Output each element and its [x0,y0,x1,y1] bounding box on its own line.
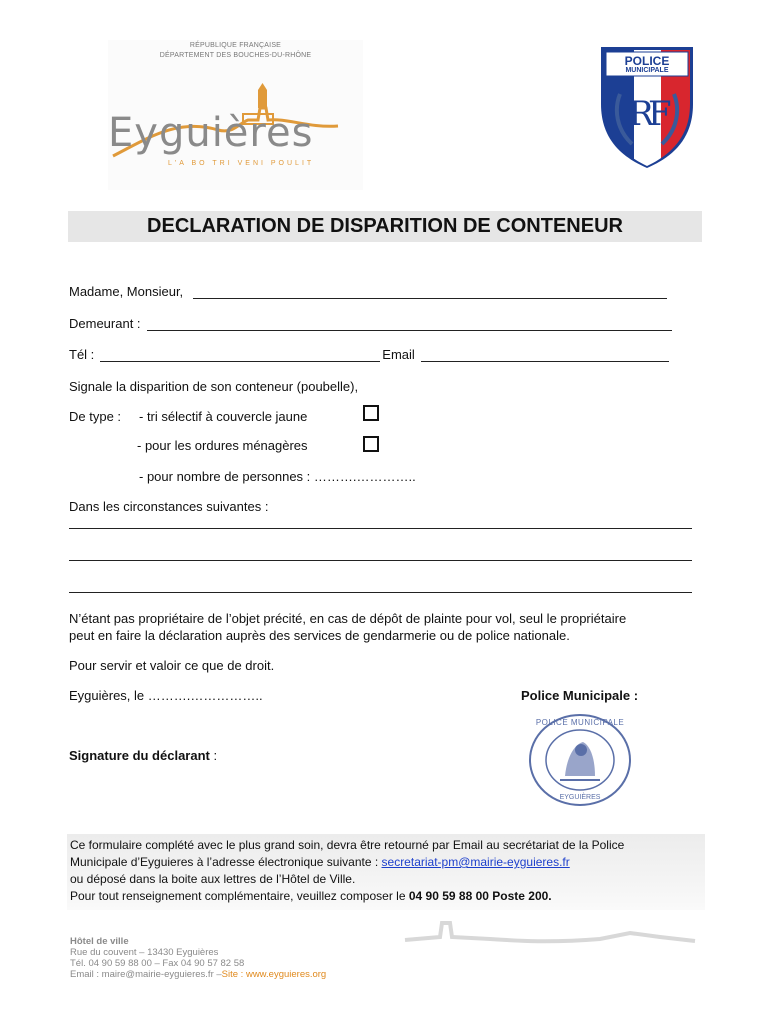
address-site-link[interactable]: Site : www.eyguieres.org [221,969,327,980]
town-logo [108,40,363,190]
signature-row [69,747,217,765]
town-slogan: L'A BO TRI VENI POULIT [168,160,315,167]
town-name: Eyguières [108,110,314,156]
tel-label: Tél : [69,347,95,362]
badge-bottom-text: MUNICIPALE [625,67,669,74]
madame-field[interactable] [193,286,667,299]
madame-label: Madame, Monsieur, [69,284,184,299]
address-street: Rue du couvent – 13430 Eyguières [70,947,219,958]
badge-monogram: RF [628,94,666,134]
footer-line-1: Ce formulaire complété avec le plus grand soin, devra être retourné par Email au secrétariat de la Police [70,838,625,852]
page-title: DECLARATION DE DISPARITION DE CONTENEUR [68,211,702,242]
closing-statement: Pour servir et valoir ce que de droit. [69,658,275,673]
email-field[interactable] [421,349,669,362]
signature-colon: : [209,748,218,763]
police-stamp [525,710,635,810]
phone-number: 04 90 59 88 00 Poste 200. [408,889,552,903]
department-label: DÉPARTEMENT DES BOUCHES-DU-RHÔNE [159,52,312,59]
footer-line-2-prefix: Municipale d’Eyguieres à l’adresse électronique suivante : [70,855,382,869]
address-name: Hôtel de ville [70,936,129,947]
address-phone: Tél. 04 90 59 88 00 – Fax 04 90 57 82 58 [70,958,245,969]
option-ordures-label: - pour les ordures ménagères [137,438,308,453]
circonstances-line-2[interactable] [69,560,692,561]
ownership-paragraph-line-1: N’étant pas propriétaire de l’objet précité, en cas de dépôt de plainte pour vol, seul le propriétaire [69,611,627,626]
signature-label: Signature du déclarant [69,748,210,763]
option-personnes-label: - pour nombre de personnes : ……….………….. [139,469,416,484]
demeurant-label: Demeurant : [69,316,141,331]
footer-line-2 [70,854,702,871]
circonstances-line-1[interactable] [69,528,692,529]
madame-row [69,284,667,299]
stamp-top-text: POLICE MUNICIPALE [535,718,625,727]
footer-info-box [67,834,705,910]
tel-row [69,347,669,362]
circonstances-line-3[interactable] [69,592,692,593]
demeurant-field[interactable] [147,318,672,331]
republic-label: RÉPUBLIQUE FRANÇAISE [189,42,282,49]
signale-text: Signale la disparition de son conteneur (poubelle), [69,379,359,394]
footer-content [70,837,702,905]
demeurant-row [69,316,672,331]
secretariat-email-link[interactable]: secretariat-pm@mairie-eyguieres.fr [381,855,570,869]
footer-line-3: ou déposé dans la boite aux lettres de l’Hôtel de Ville. [70,872,356,886]
footer-line-4-prefix: Pour tout renseignement complémentaire, veuillez composer le [70,889,409,903]
checkbox-ordures[interactable] [363,436,379,452]
type-label: De type : [69,409,122,424]
place-date: Eyguières, le ……….…………….. [69,688,263,703]
email-label: Email [382,347,415,362]
address-email: Email : maire@mairie-eyguieres.fr – [70,969,222,980]
circonstances-label: Dans les circonstances suivantes : [69,499,269,514]
badge-top-text: POLICE [624,54,670,68]
police-badge [598,44,696,168]
town-hall-address [70,936,326,980]
stamp-bottom-text: EYGUIÈRES [559,794,601,801]
address-contact [70,969,326,980]
ownership-paragraph-line-2: peut en faire la déclaration auprès des services de gendarmerie ou de police nationale. [69,628,570,643]
checkbox-tri[interactable] [363,405,379,421]
footer-line-4 [70,888,702,905]
option-tri-label: - tri sélectif à couvercle jaune [139,409,308,424]
tel-field[interactable] [100,349,380,362]
skyline-watermark-icon [400,915,700,955]
police-municipale-label: Police Municipale : [521,688,639,703]
